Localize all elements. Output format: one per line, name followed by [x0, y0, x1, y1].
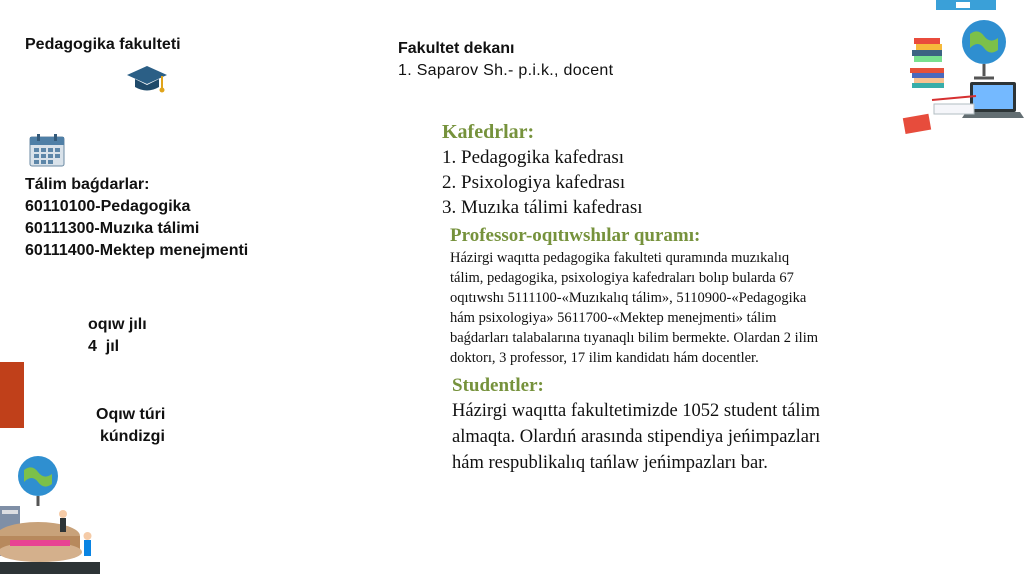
study-years-label: oqıw jılı: [88, 316, 147, 333]
staff-line: oqıtıwshı 5111100-«Muzıkalıq tálim», 5110900-«Pedagogika: [450, 290, 807, 306]
books-globe-laptop-illustration: [896, 0, 1024, 145]
students-heading: Studentler:: [452, 375, 544, 396]
study-form-label: Oqıw túri: [96, 406, 166, 423]
faculty-title: Pedagogika fakulteti: [25, 36, 181, 53]
graduation-cap-icon: [126, 64, 168, 96]
study-form-value: kúndizgi: [100, 428, 165, 445]
accent-bar: [0, 362, 24, 428]
dean-name: 1. Saparov Sh.- p.i.k., docent: [398, 62, 614, 79]
staff-line: baǵdarları talabalarına tıyanaqlı bilim bermekte. Olardan 2 ilim: [450, 330, 819, 346]
staff-line: tálim, pedagogika, psixologiya kafedraları bolıp bularda 67: [450, 270, 794, 286]
study-form-block: [96, 404, 165, 448]
students-line: almaqta. Olardıń arasında stipendiya jeńimpazları: [452, 427, 821, 447]
directions-block: [25, 174, 248, 262]
direction-item: 60110100-Pedagogika: [25, 198, 191, 215]
staff-heading: Professor-oqıtıwshılar quramı:: [450, 225, 701, 246]
study-years-block: [88, 314, 147, 358]
calendar-icon: [29, 133, 65, 167]
staff-line: Házirgi waqıtta pedagogika fakulteti quramında muzıkalıq: [450, 250, 790, 266]
staff-line: doktorı, 3 professor, 17 ilim kandidatı hám docentler.: [450, 350, 759, 366]
directions-heading: Tálim baǵdarlar:: [25, 176, 150, 193]
direction-item: 60111300-Muzıka tálimi: [25, 220, 200, 237]
students-line: Házirgi waqıtta fakultetimizde 1052 student tálim: [452, 401, 821, 421]
staff-body: [450, 248, 910, 368]
dean-label: Fakultet dekanı: [398, 40, 515, 57]
department-item: 1. Pedagogika kafedrası: [442, 147, 625, 168]
staff-block: [450, 224, 910, 368]
students-body: [452, 398, 912, 476]
department-item: 3. Muzıka tálimi kafedrası: [442, 197, 643, 218]
departments-heading: Kafedrlar:: [442, 121, 535, 143]
departments-block: [442, 120, 643, 220]
study-years-value: 4 jıl: [88, 338, 120, 355]
department-item: 2. Psixologiya kafedrası: [442, 172, 626, 193]
students-line: hám respublikalıq tańlaw jeńimpazları bar.: [452, 453, 768, 473]
students-block: [452, 374, 912, 476]
staff-line: hám psixologiya» 5611700-«Mektep menejmenti» tálim: [450, 310, 777, 326]
globe-books-people-illustration: [0, 440, 100, 574]
direction-item: 60111400-Mektep menejmenti: [25, 242, 249, 259]
dean-block: [398, 38, 613, 82]
